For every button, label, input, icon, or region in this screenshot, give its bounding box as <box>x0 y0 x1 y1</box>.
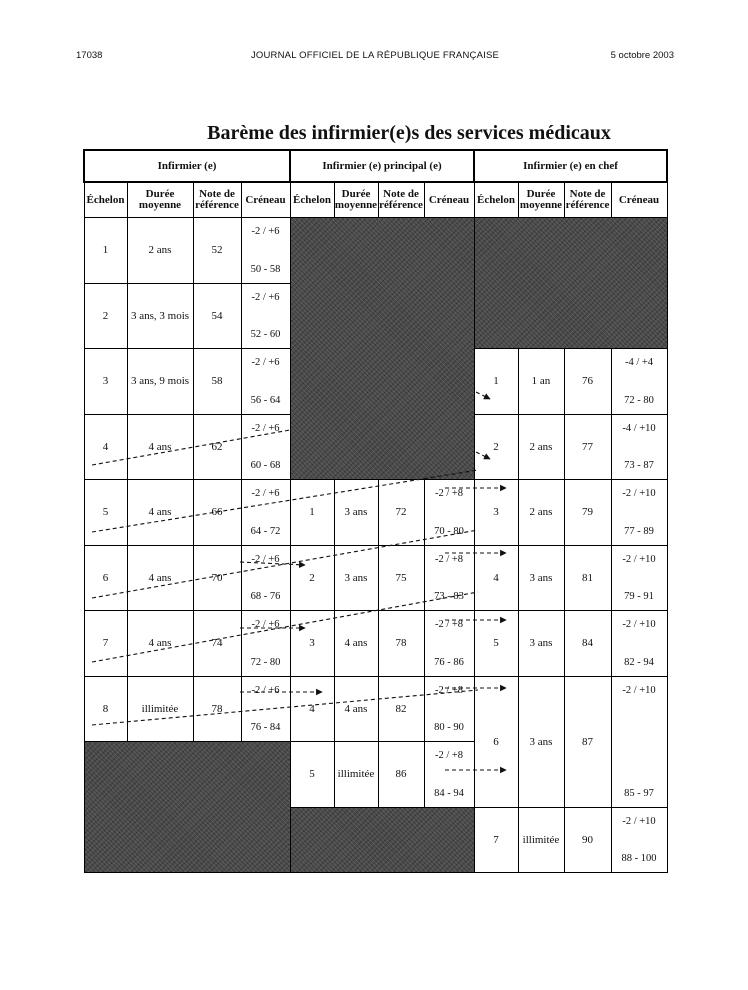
note-cell: 76 <box>564 349 611 415</box>
creneau-range: -2 / +6 <box>251 422 280 434</box>
group-infirmier: Infirmier (e) <box>84 150 290 182</box>
shaded-empty-cell <box>474 218 667 349</box>
duree-cell: 4 ans <box>334 676 378 742</box>
creneau-bounds: 80 - 90 <box>434 722 464 733</box>
col-duree: Durée moyenne <box>127 182 193 218</box>
creneau-range: -2 / +6 <box>251 291 280 303</box>
creneau-range: -2 / +6 <box>251 226 280 237</box>
creneau-cell <box>424 545 474 611</box>
duree-cell: 2 ans <box>127 218 193 284</box>
table-row <box>84 545 667 611</box>
echelon-cell: 1 <box>290 480 334 546</box>
creneau-range: -2 / +8 <box>434 684 464 696</box>
note-cell: 90 <box>564 807 611 873</box>
note-cell: 84 <box>564 611 611 677</box>
note-cell: 54 <box>193 283 241 349</box>
echelon-cell: 3 <box>474 480 518 546</box>
note-cell: 58 <box>193 349 241 415</box>
creneau-cell <box>241 545 290 611</box>
echelon-cell: 4 <box>474 545 518 611</box>
page-title: Barème des infirmier(e)s des services médicaux <box>207 122 611 144</box>
creneau-range: -2 / +8 <box>434 619 464 630</box>
duree-cell: 4 ans <box>127 414 193 480</box>
creneau-range: -2 / +6 <box>251 684 280 696</box>
creneau-range: -2 / +6 <box>251 619 280 630</box>
publication-date: 5 octobre 2003 <box>610 50 674 61</box>
column-header-row <box>84 182 667 218</box>
creneau-cell <box>241 676 290 742</box>
duree-cell: 4 ans <box>334 611 378 677</box>
creneau-range: -2 / +10 <box>622 553 656 565</box>
echelon-cell: 5 <box>474 611 518 677</box>
creneau-bounds: 70 - 80 <box>434 525 464 537</box>
creneau-bounds: 76 - 86 <box>434 656 464 668</box>
note-cell: 74 <box>193 611 241 677</box>
creneau-bounds: 73 - 87 <box>624 460 654 471</box>
creneau-range: -2 / +6 <box>251 553 280 565</box>
echelon-cell: 7 <box>474 807 518 873</box>
creneau-bounds: 76 - 84 <box>250 722 281 733</box>
note-cell: 78 <box>378 611 424 677</box>
note-cell: 82 <box>378 676 424 742</box>
echelon-cell: 6 <box>474 676 518 807</box>
note-cell: 79 <box>564 480 611 546</box>
col-echelon: Échelon <box>84 182 127 218</box>
duree-cell: 1 an <box>518 349 564 415</box>
table-row <box>84 676 667 742</box>
creneau-cell <box>241 611 290 677</box>
echelon-cell: 4 <box>84 414 127 480</box>
duree-cell: 4 ans <box>127 611 193 677</box>
echelon-cell: 3 <box>290 611 334 677</box>
table-row <box>84 611 667 677</box>
note-cell: 62 <box>193 414 241 480</box>
creneau-range: -2 / +10 <box>622 815 656 827</box>
duree-cell: 2 ans <box>518 414 564 480</box>
creneau-cell <box>424 676 474 742</box>
note-cell: 77 <box>564 414 611 480</box>
echelon-cell: 3 <box>84 349 127 415</box>
note-cell: 66 <box>193 480 241 546</box>
creneau-bounds: 60 - 68 <box>250 460 281 471</box>
col-creneau: Créneau <box>241 182 290 218</box>
creneau-cell <box>611 480 667 546</box>
note-cell: 86 <box>378 742 424 808</box>
duree-cell: 3 ans <box>518 676 564 807</box>
creneau-cell <box>241 414 290 480</box>
duree-cell: 3 ans <box>518 545 564 611</box>
col-echelon: Échelon <box>474 182 518 218</box>
creneau-bounds: 72 - 80 <box>250 656 281 668</box>
echelon-cell: 6 <box>84 545 127 611</box>
echelon-cell: 4 <box>290 676 334 742</box>
creneau-range: -2 / +8 <box>434 488 464 499</box>
col-note: Note de référence <box>378 182 424 218</box>
col-duree: Durée moyenne <box>334 182 378 218</box>
creneau-range: -2 / +10 <box>622 684 656 696</box>
echelon-cell: 1 <box>474 349 518 415</box>
creneau-bounds: 50 - 58 <box>250 263 281 275</box>
creneau-cell <box>424 611 474 677</box>
bareme-table-wrapper <box>83 149 668 873</box>
note-cell: 78 <box>193 676 241 742</box>
table-row <box>84 218 667 284</box>
creneau-bounds: 64 - 72 <box>250 525 281 537</box>
creneau-bounds: 72 - 80 <box>624 394 654 406</box>
creneau-cell <box>241 480 290 546</box>
creneau-range: -4 / +4 <box>624 357 654 368</box>
col-note: Note de référence <box>564 182 611 218</box>
group-chef: Infirmier (e) en chef <box>474 150 667 182</box>
creneau-bounds: 52 - 60 <box>250 329 281 340</box>
shaded-empty-cell <box>84 742 290 873</box>
duree-cell: 2 ans <box>518 480 564 546</box>
journal-name: JOURNAL OFFICIEL DE LA RÉPUBLIQUE FRANÇAISE <box>250 50 500 61</box>
table-row <box>84 480 667 546</box>
creneau-cell <box>611 807 667 873</box>
note-cell: 70 <box>193 545 241 611</box>
echelon-cell: 2 <box>84 283 127 349</box>
col-echelon: Échelon <box>290 182 334 218</box>
duree-cell: 3 ans, 9 mois <box>127 349 193 415</box>
creneau-bounds: 79 - 91 <box>624 591 654 602</box>
duree-cell: 4 ans <box>127 480 193 546</box>
echelon-cell: 5 <box>290 742 334 808</box>
col-creneau: Créneau <box>611 182 667 218</box>
creneau-range: -2 / +6 <box>251 488 280 499</box>
creneau-cell <box>611 545 667 611</box>
duree-cell: illimitée <box>127 676 193 742</box>
echelon-cell: 2 <box>474 414 518 480</box>
creneau-range: -2 / +10 <box>622 488 656 499</box>
page-header <box>76 50 674 66</box>
echelon-cell: 2 <box>290 545 334 611</box>
col-duree: Durée moyenne <box>518 182 564 218</box>
echelon-cell: 7 <box>84 611 127 677</box>
creneau-range: -4 / +10 <box>622 422 656 434</box>
bareme-body <box>84 150 667 873</box>
creneau-cell <box>611 414 667 480</box>
creneau-cell <box>611 349 667 415</box>
creneau-cell <box>241 283 290 349</box>
creneau-cell <box>241 349 290 415</box>
creneau-bounds: 88 - 100 <box>621 853 657 864</box>
creneau-cell <box>424 480 474 546</box>
echelon-cell: 8 <box>84 676 127 742</box>
duree-cell: 4 ans <box>127 545 193 611</box>
duree-cell: illimitée <box>518 807 564 873</box>
creneau-bounds: 77 - 89 <box>624 525 654 537</box>
note-cell: 52 <box>193 218 241 284</box>
note-cell: 75 <box>378 545 424 611</box>
creneau-bounds: 82 - 94 <box>624 656 654 668</box>
creneau-cell <box>611 611 667 677</box>
creneau-cell <box>424 742 474 808</box>
col-note: Note de référence <box>193 182 241 218</box>
creneau-bounds: 84 - 94 <box>434 787 464 799</box>
creneau-bounds: 68 - 76 <box>250 591 281 602</box>
shaded-empty-cell <box>290 218 474 480</box>
note-cell: 81 <box>564 545 611 611</box>
creneau-range: -2 / +8 <box>434 750 464 761</box>
creneau-bounds: 56 - 64 <box>250 394 281 406</box>
creneau-cell <box>241 218 290 284</box>
echelon-cell: 1 <box>84 218 127 284</box>
bareme-table <box>83 149 668 873</box>
creneau-cell <box>611 676 667 807</box>
note-cell: 87 <box>564 676 611 807</box>
note-cell: 72 <box>378 480 424 546</box>
creneau-range: -2 / +8 <box>434 553 464 565</box>
group-header-row <box>84 150 667 182</box>
creneau-range: -2 / +6 <box>251 357 280 368</box>
creneau-bounds: 73 - 83 <box>434 591 464 602</box>
duree-cell: 3 ans <box>334 480 378 546</box>
duree-cell: 3 ans <box>334 545 378 611</box>
duree-cell: 3 ans <box>518 611 564 677</box>
group-principal: Infirmier (e) principal (e) <box>290 150 474 182</box>
echelon-cell: 5 <box>84 480 127 546</box>
col-creneau: Créneau <box>424 182 474 218</box>
creneau-bounds: 85 - 97 <box>624 787 654 799</box>
duree-cell: illimitée <box>334 742 378 808</box>
page-number: 17038 <box>76 50 103 61</box>
duree-cell: 3 ans, 3 mois <box>127 283 193 349</box>
shaded-empty-cell <box>290 807 474 873</box>
creneau-range: -2 / +10 <box>622 619 656 630</box>
